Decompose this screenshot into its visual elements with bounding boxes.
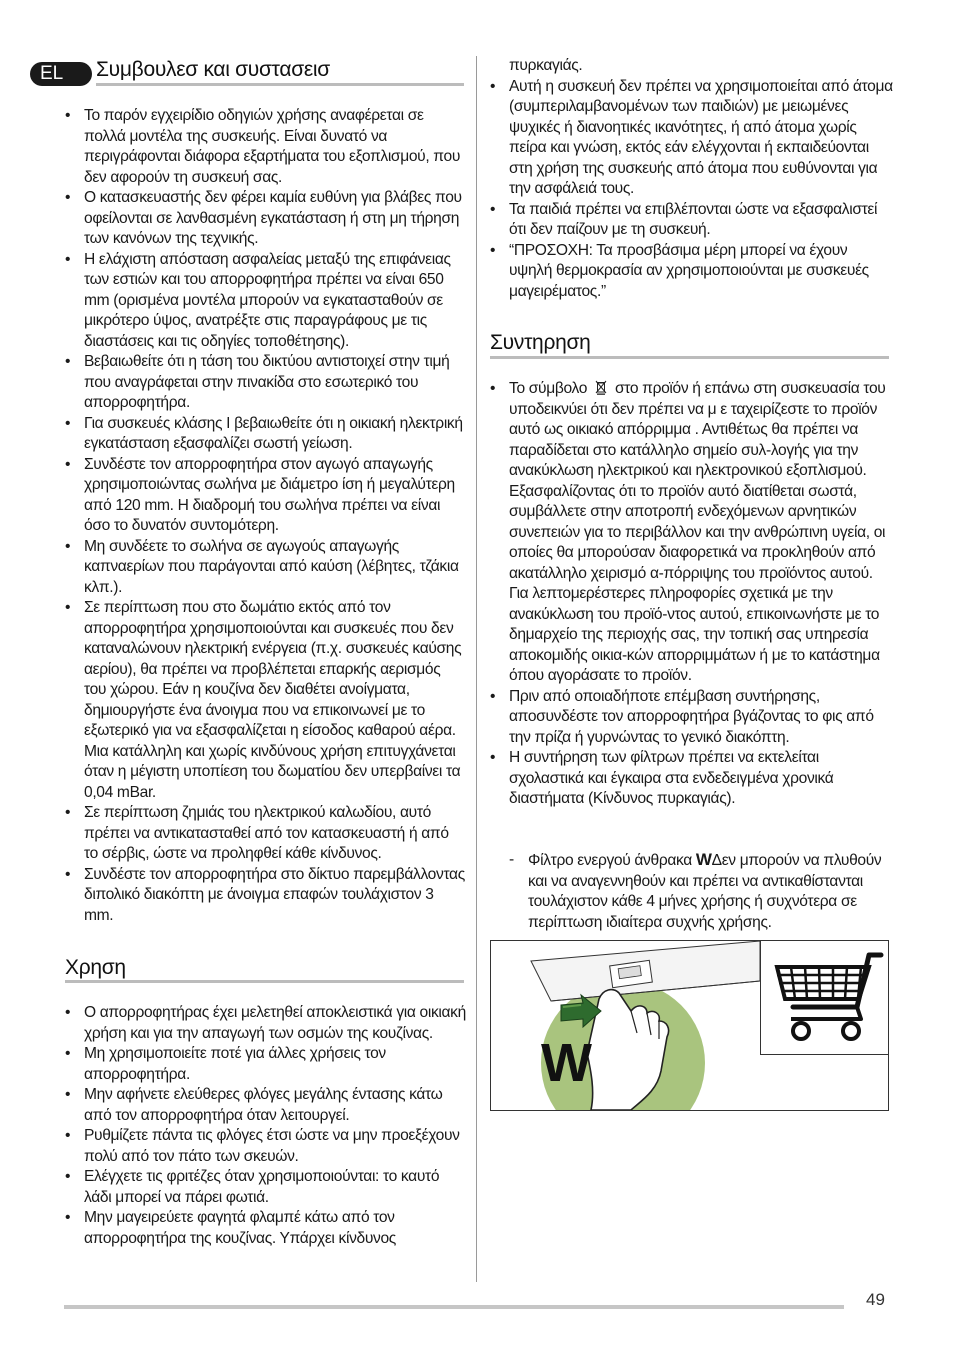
- filter-mark: W: [695, 850, 712, 869]
- shopping-cart-icon: [769, 949, 889, 1049]
- crossed-bin-icon: [595, 380, 607, 395]
- list-item: • Συνδέστε τον απορροφητήρα στον αγωγό απαγωγής χρησιμοποιώντας σωλήνα με διάμετρο ίση ή μεγαλύτερη από 120 mm. Η διαδρομή του σωλήνα πρέπει να είναι όσο το δυνατόν συντομότερη.: [65, 455, 466, 537]
- list-item: • Τα παιδιά πρέπει να επιβλέπονται ώστε να εξασφαλιστεί ότι δεν παίζουν με τη συσκευή.: [490, 200, 894, 241]
- list-item: • Σε περίπτωση που στο δωμάτιο εκτός από τον απορροφητήρα χρησιμοποιούνται και συσκευές που δεν καταναλώνουν ηλεκτρική ενέργεια (π.χ. συσκευές καύσης αερίου), θα πρέπει να προβλέπεται επαρκής αερισμός του χώρου. Εάν η κουζίνα δεν διαθέτει ανοίγματα, δημιουργήστε ένα άνοιγμα που να επικοινωνεί με το εξωτερικό για να εξασφαλίζεται η είσοδος καθαρού αέρα. Μια κατάλληλη και χωρίς κινδύνους χρήση επιτυγχάνεται όταν η μέγιστη υποπίεση του δωματίου δεν υπερβαίνει τα 0,04 mBar.: [65, 598, 466, 803]
- list-item: • Συνδέστε τον απορροφητήρα στο δίκτυο παρεμβάλλοντας διπολικό διακόπτη με άνοιγμα επαφών τουλάχιστον 3 mm.: [65, 865, 466, 927]
- section-rule: [490, 356, 889, 359]
- list-item: πυρκαγιάς.: [509, 57, 583, 74]
- figure-divider: [760, 1054, 889, 1055]
- list-item: • Πριν από οποιαδήποτε επέμβαση συντήρησης, αποσυνδέστε τον απορροφητήρα βγάζοντας το φις από την πρίζα ή γυρνώντας το γενικό διακόπτη.: [490, 687, 894, 749]
- list-item: • Το παρόν εγχειρίδιο οδηγιών χρήσης αναφέρεται σε πολλά μοντέλα της συσκευής. Είναι δυνατό να περιγράφονται διάφορα εξαρτήματα του εξοπλισμού, που δεν αφορούν τη συσκευή σας.: [65, 106, 466, 188]
- list-item: • Μην μαγειρεύετε φαγητά φλαμπέ κάτω από τον απορροφητήρα της κουζίνας. Υπάρχει κίνδυνος: [65, 1208, 466, 1249]
- advice-list: [65, 106, 466, 926]
- list-item: • Μη συνδέετε το σωλήνα σε αγωγούς απαγωγής καπναερίων που παράγονται από καύση (λέβητες, τζάκια κλπ.).: [65, 537, 466, 599]
- filter-label: W: [541, 1033, 592, 1093]
- use-list: [65, 1003, 466, 1249]
- list-item: • Σε περίπτωση ζημιάς του ηλεκτρικού καλωδίου, αυτό πρέπει να αντικατασταθεί από τον κατασκευαστή ή από το σέρβις, ώστε να προληφθεί κάθε κίνδυνος.: [65, 803, 466, 865]
- page-number: 49: [866, 1290, 885, 1309]
- list-item: • Μη χρησιμοποιείτε ποτέ για άλλες χρήσεις τον απορροφητήρα.: [65, 1044, 466, 1085]
- column-divider: [476, 56, 477, 1282]
- list-item-charcoal-filter: [490, 850, 894, 933]
- filter-text-after: Δεν μπορούν να πλυθούν και να αναγεννηθούν και πρέπει να αντικαθίστανται τουλάχιστον κάθε 4 μήνες χρήσης ή συχνότερα σε περίπτωση ιδιαίτερα συχνής χρήσης.: [528, 852, 882, 931]
- list-item: • Για συσκευές κλάσης I βεβαιωθείτε ότι η οικιακή ηλεκτρική εγκατάσταση εξασφαλίζει σωστή γείωση.: [65, 414, 466, 455]
- list-item: • Βεβαιωθείτε ότι η τάση του δικτύου αντιστοιχεί στην τιμή που αναγράφεται στην πινακίδα στο εσωτερικό του απορροφητήρα.: [65, 352, 466, 414]
- language-badge: EL: [30, 62, 92, 86]
- list-item: • Μην αφήνετε ελεύθερες φλόγες μεγάλης έντασης κάτω από τον απορροφητήρα όταν λειτουργεί.: [65, 1085, 466, 1126]
- recycle-text-after: στο προϊόν ή επάνω στη συσκευασία του υποδεικνύει ότι δεν πρέπει να μ ε ταχειρίζεστε το προϊόν αυτό ως οικιακό απόρριμμα . Αντιθέτως θα πρέπει να παραδίδεται στο κατάλληλο σημείο συλ-λογής για την ανακύκλωση ηλεκτρικού και ηλεκτρονικού εξοπλισμού. Εξασφαλίζοντας ότι το προϊόν αυτό διατίθεται σωστά, συμβάλλετε στην αποτροπή ενδεχόμενων αρνητικών συνεπειών για το περιβάλλον και την ανθρώπινη υγεία, οι οποίες θα μπορούσαν διαφορετικά να προκληθούν από ακατάλληλο χειρισμό α-πόρριψης του προϊόντος αυτού. Για λεπτομερέστερες πληροφορίες σχετικά με την ανακύκλωση του προϊό-ντος αυτού, επικοινωνήστε με το δημαρχείο της περιοχής σας, την τοπική σας υπηρεσία αποκομιδής οικια-κών απορριμμάτων ή με το κατάστημα όπου αγοράσατε το προϊόν.: [509, 380, 886, 684]
- filter-illustration: [490, 940, 889, 1111]
- list-item: • “ΠΡΟΣΟΧΗ: Τα προσβάσιμα μέρη μπορεί να έχουν υψηλή θερμοκρασία αν χρησιμοποιούνται με συσκευές μαγειρέματος.”: [490, 241, 894, 303]
- list-item: • Η συντήρηση των φίλτρων πρέπει να εκτελείται σχολαστικά και έγκαιρα στα ενδεδειγμένα χρονικά διαστήματα (Κίνδυνος πυρκαγιάς).: [490, 748, 894, 810]
- list-item: • Ρυθμίζετε πάντα τις φλόγες έτσι ώστε να μην προεξέχουν πολύ από τον πάτο των σκευών.: [65, 1126, 466, 1167]
- list-item-recycling: [490, 379, 894, 687]
- list-item: • Ο κατασκευαστής δεν φέρει καμία ευθύνη για βλάβες που οφείλονται σε λανθασμένη εγκατάσταση ή στη μη τήρηση των κανόνων της τεχνικής.: [65, 188, 466, 250]
- list-item: • Ο απορροφητήρας έχει μελετηθεί αποκλειστικά για οικιακή χρήση και για την απαγωγή των οσμών της κουζίνας.: [65, 1003, 466, 1044]
- filter-replacement-drawing: [491, 941, 760, 1110]
- filter-list: [490, 830, 894, 933]
- section-title-maintenance: Συντηρηση: [490, 331, 591, 354]
- list-item: • Ελέγχετε τις φριτέζες όταν χρησιμοποιούνται: το καυτό λάδι μπορεί να πάρει φωτιά.: [65, 1167, 466, 1208]
- section-title-advice: Συμβουλεσ και συστασεισ: [96, 58, 330, 81]
- filter-text-before: Φίλτρο ενεργού άνθρακα: [528, 852, 692, 869]
- section-rule: [65, 980, 464, 983]
- figure-divider: [760, 941, 761, 1055]
- section-rule: [96, 83, 464, 86]
- list-item: • Αυτή η συσκευή δεν πρέπει να χρησιμοποιείται από άτομα (συμπεριλαμβανομένων των παιδιών) με μειωμένες ψυχικές ή διανοητικές ικανότητες, ή από άτομα χωρίς πείρα και γνώση, εκτός εάν ελέγχονται ή εκπαιδεύονται στη χρήση της συσκευής από άτομα που ευθύνονται για την ασφάλειά τους.: [490, 77, 894, 200]
- section-title-use: Χρηση: [65, 956, 126, 979]
- maintenance-list: [490, 379, 894, 810]
- footer-rule: [64, 1305, 844, 1309]
- recycle-text-before: Το σύμβολο: [509, 380, 588, 397]
- list-item: • Η ελάχιστη απόσταση ασφαλείας μεταξύ της επιφάνειας των εστιών και του απορροφητήρα πρέπει να είναι 650 mm (ορισμένα μοντέλα μπορούν να εγκατασταθούν σε μικρότερο ύψος, ανατρέξτε στις παραγράφους με τις διαστάσεις και τις οδηγίες τοποθέτησης).: [65, 250, 466, 353]
- use-list-continued: [490, 56, 894, 302]
